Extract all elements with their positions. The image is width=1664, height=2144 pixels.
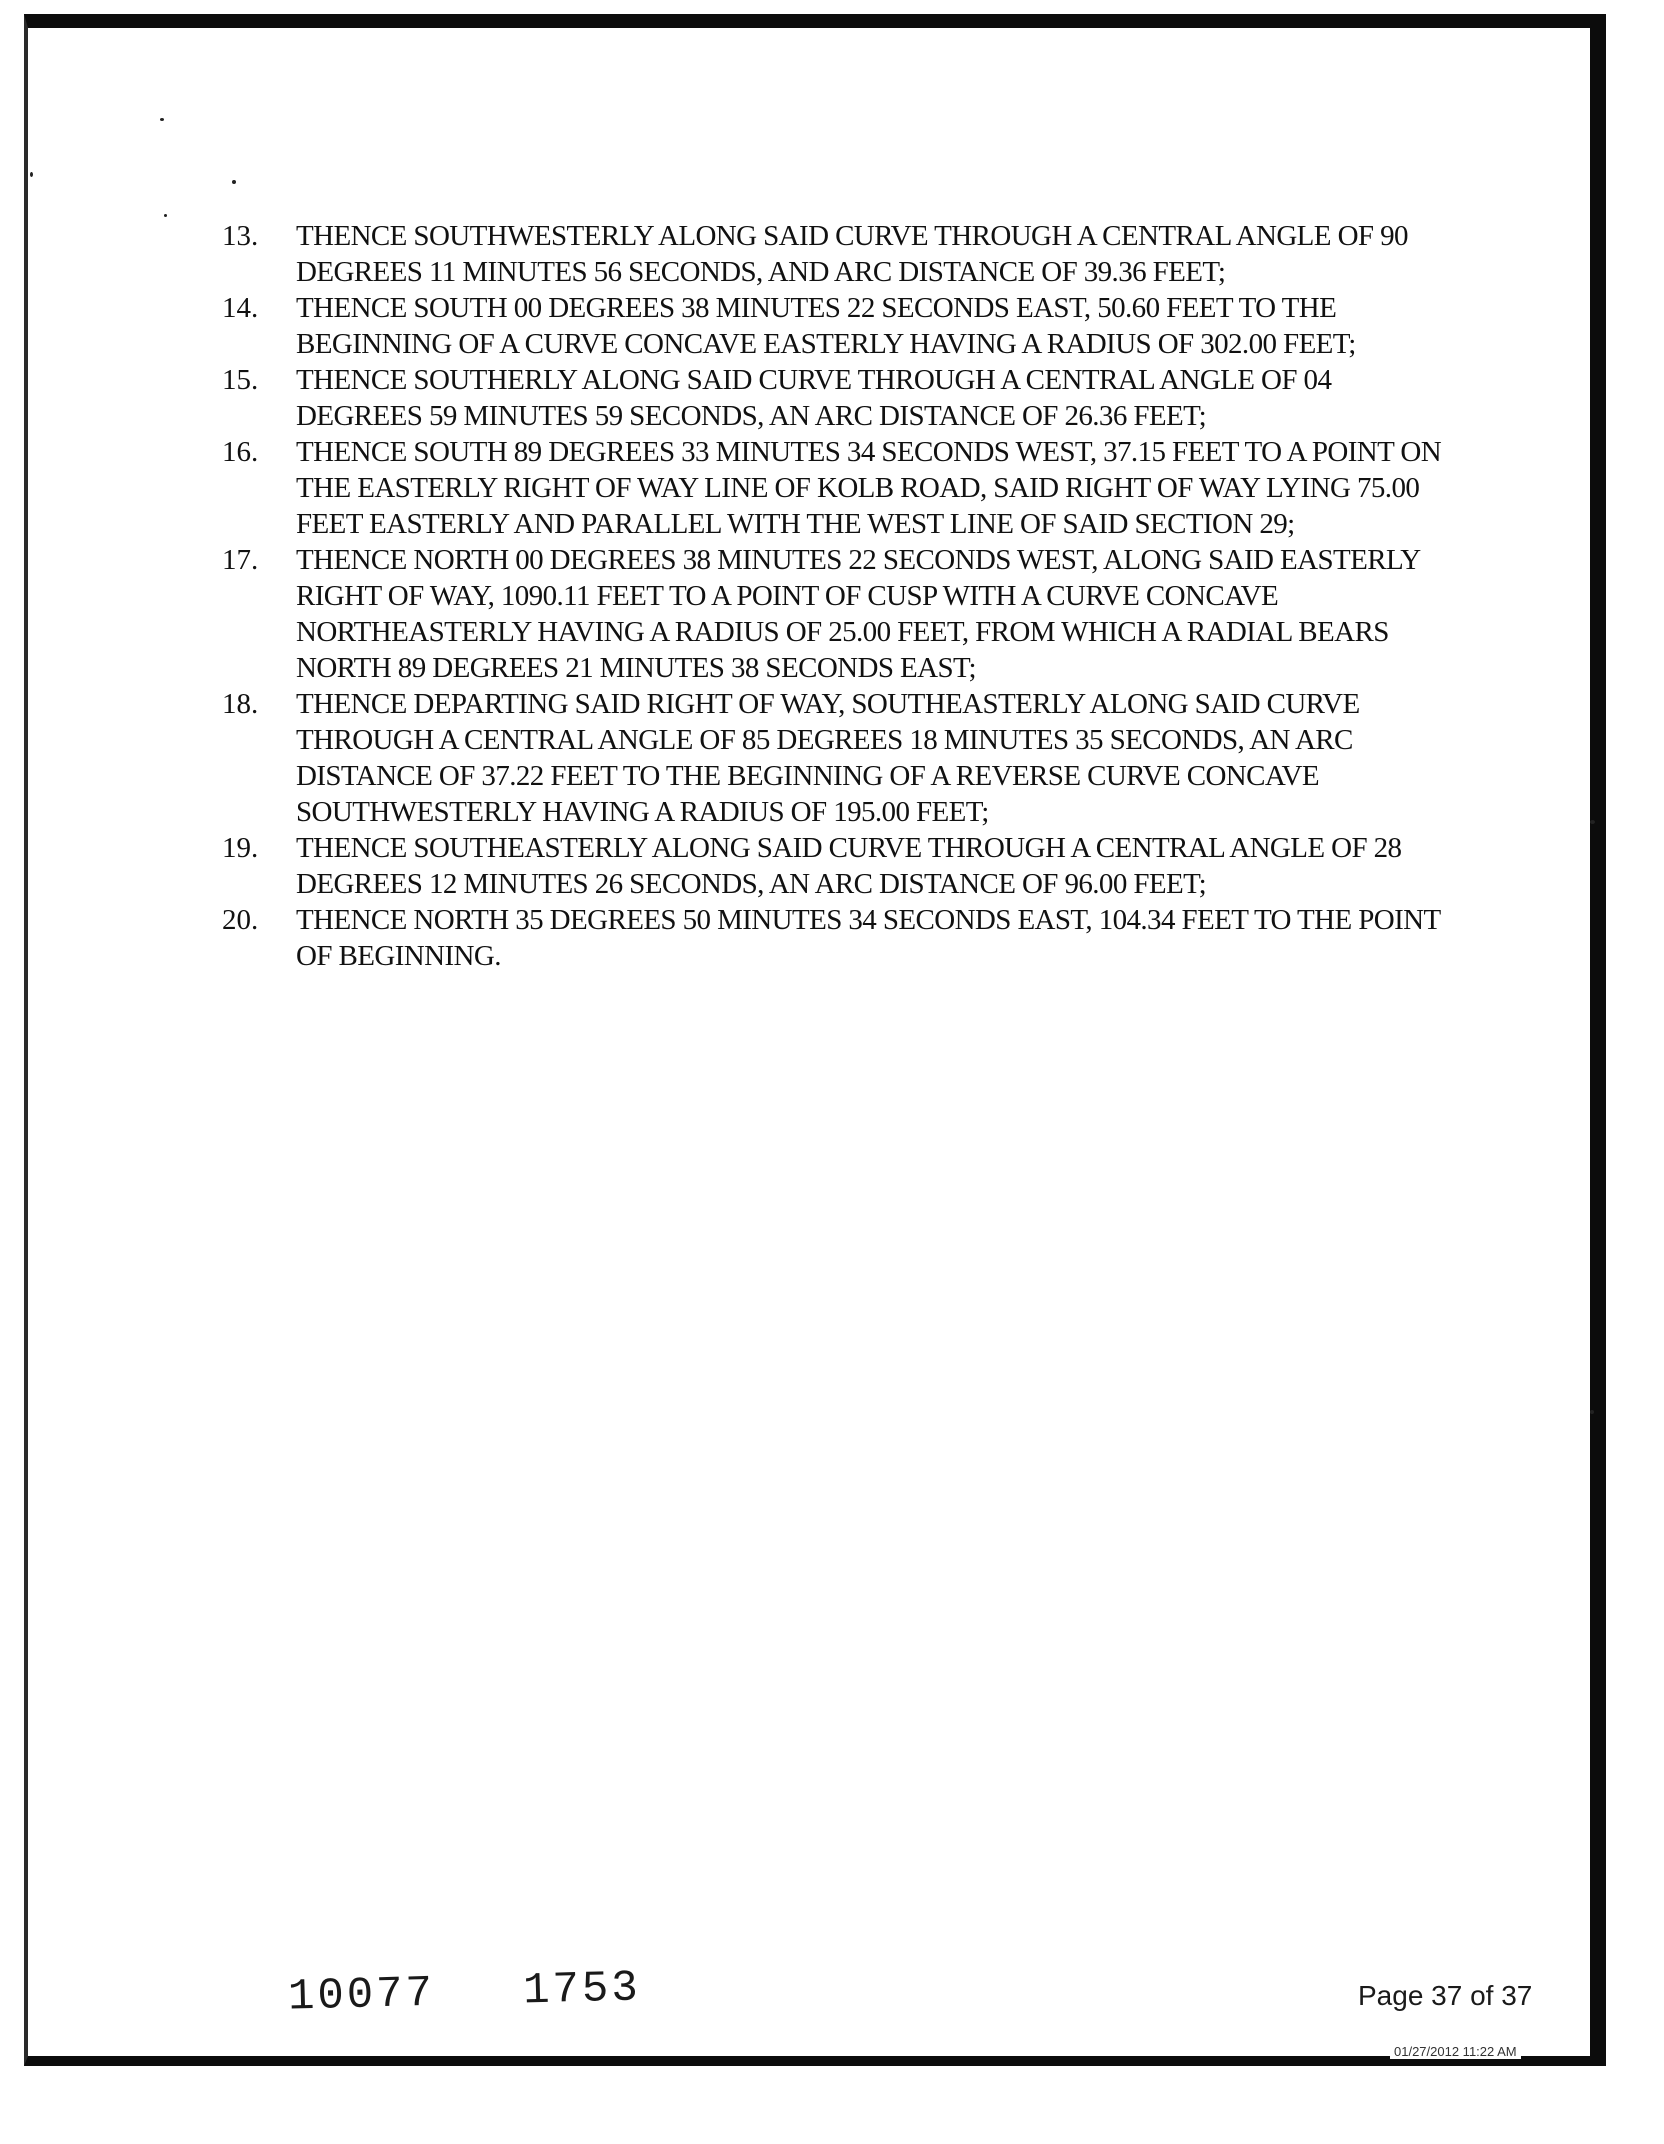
list-item	[222, 542, 1442, 686]
list-item	[222, 902, 1442, 974]
item-text: THENCE SOUTH 00 DEGREES 38 MINUTES 22 SECONDS EAST, 50.60 FEET TO THE BEGINNING OF A CURVE CONCAVE EASTERLY HAVING A RADIUS OF 302.00 FEET;	[296, 292, 1356, 360]
item-number: 19.	[222, 832, 259, 864]
scan-speck	[164, 214, 167, 217]
item-text: THENCE SOUTHEASTERLY ALONG SAID CURVE THROUGH A CENTRAL ANGLE OF 28 DEGREES 12 MINUTES 26 SECONDS, AN ARC DISTANCE OF 96.00 FEET;	[296, 832, 1402, 900]
list-item	[222, 218, 1442, 290]
item-text: THENCE SOUTHWESTERLY ALONG SAID CURVE THROUGH A CENTRAL ANGLE OF 90 DEGREES 11 MINUTES 56 SECONDS, AND ARC DISTANCE OF 39.36 FEET;	[296, 220, 1408, 288]
item-text: THENCE SOUTHERLY ALONG SAID CURVE THROUGH A CENTRAL ANGLE OF 04 DEGREES 59 MINUTES 59 SECONDS, AN ARC DISTANCE OF 26.36 FEET;	[296, 364, 1332, 432]
item-text: THENCE SOUTH 89 DEGREES 33 MINUTES 34 SECONDS WEST, 37.15 FEET TO A POINT ON THE EASTERLY RIGHT OF WAY LINE OF KOLB ROAD, SAID RIGHT OF WAY LYING 75.00 FEET EASTERLY AND PARALLEL WITH THE WEST LINE OF SAID SECTION 29;	[296, 436, 1442, 540]
print-timestamp: 01/27/2012 11:22 AM	[1390, 2044, 1521, 2059]
recording-number: 10077 1753	[287, 1963, 642, 2023]
scan-speck	[232, 180, 236, 184]
item-number: 18.	[222, 688, 259, 720]
item-number: 14.	[222, 292, 259, 324]
item-number: 16.	[222, 436, 259, 468]
scan-speck	[1590, 1410, 1594, 1414]
legal-description-list	[222, 218, 1442, 974]
list-item	[222, 830, 1442, 902]
list-item	[222, 362, 1442, 434]
item-number: 15.	[222, 364, 259, 396]
scan-speck	[1590, 820, 1595, 824]
item-text: THENCE NORTH 35 DEGREES 50 MINUTES 34 SECONDS EAST, 104.34 FEET TO THE POINT OF BEGINNING.	[296, 904, 1441, 972]
item-number: 17.	[222, 544, 259, 576]
list-item	[222, 434, 1442, 542]
item-number: 20.	[222, 904, 259, 936]
scan-speck	[160, 118, 164, 121]
scan-speck	[30, 172, 33, 177]
page-indicator: Page 37 of 37	[1358, 1980, 1533, 2011]
item-number: 13.	[222, 220, 259, 252]
item-text: THENCE NORTH 00 DEGREES 38 MINUTES 22 SECONDS WEST, ALONG SAID EASTERLY RIGHT OF WAY, 1090.11 FEET TO A POINT OF CUSP WITH A CURVE CONCAVE NORTHEASTERLY HAVING A RADIUS OF 25.00 FEET, FROM WHICH A RADIAL BEARS NORTH 89 DEGREES 21 MINUTES 38 SECONDS EAST;	[296, 544, 1420, 684]
list-item	[222, 290, 1442, 362]
item-text: THENCE DEPARTING SAID RIGHT OF WAY, SOUTHEASTERLY ALONG SAID CURVE THROUGH A CENTRAL ANGLE OF 85 DEGREES 18 MINUTES 35 SECONDS, AN ARC DISTANCE OF 37.22 FEET TO THE BEGINNING OF A REVERSE CURVE CONCAVE SOUTHWESTERLY HAVING A RADIUS OF 195.00 FEET;	[296, 688, 1360, 828]
list-item	[222, 686, 1442, 830]
